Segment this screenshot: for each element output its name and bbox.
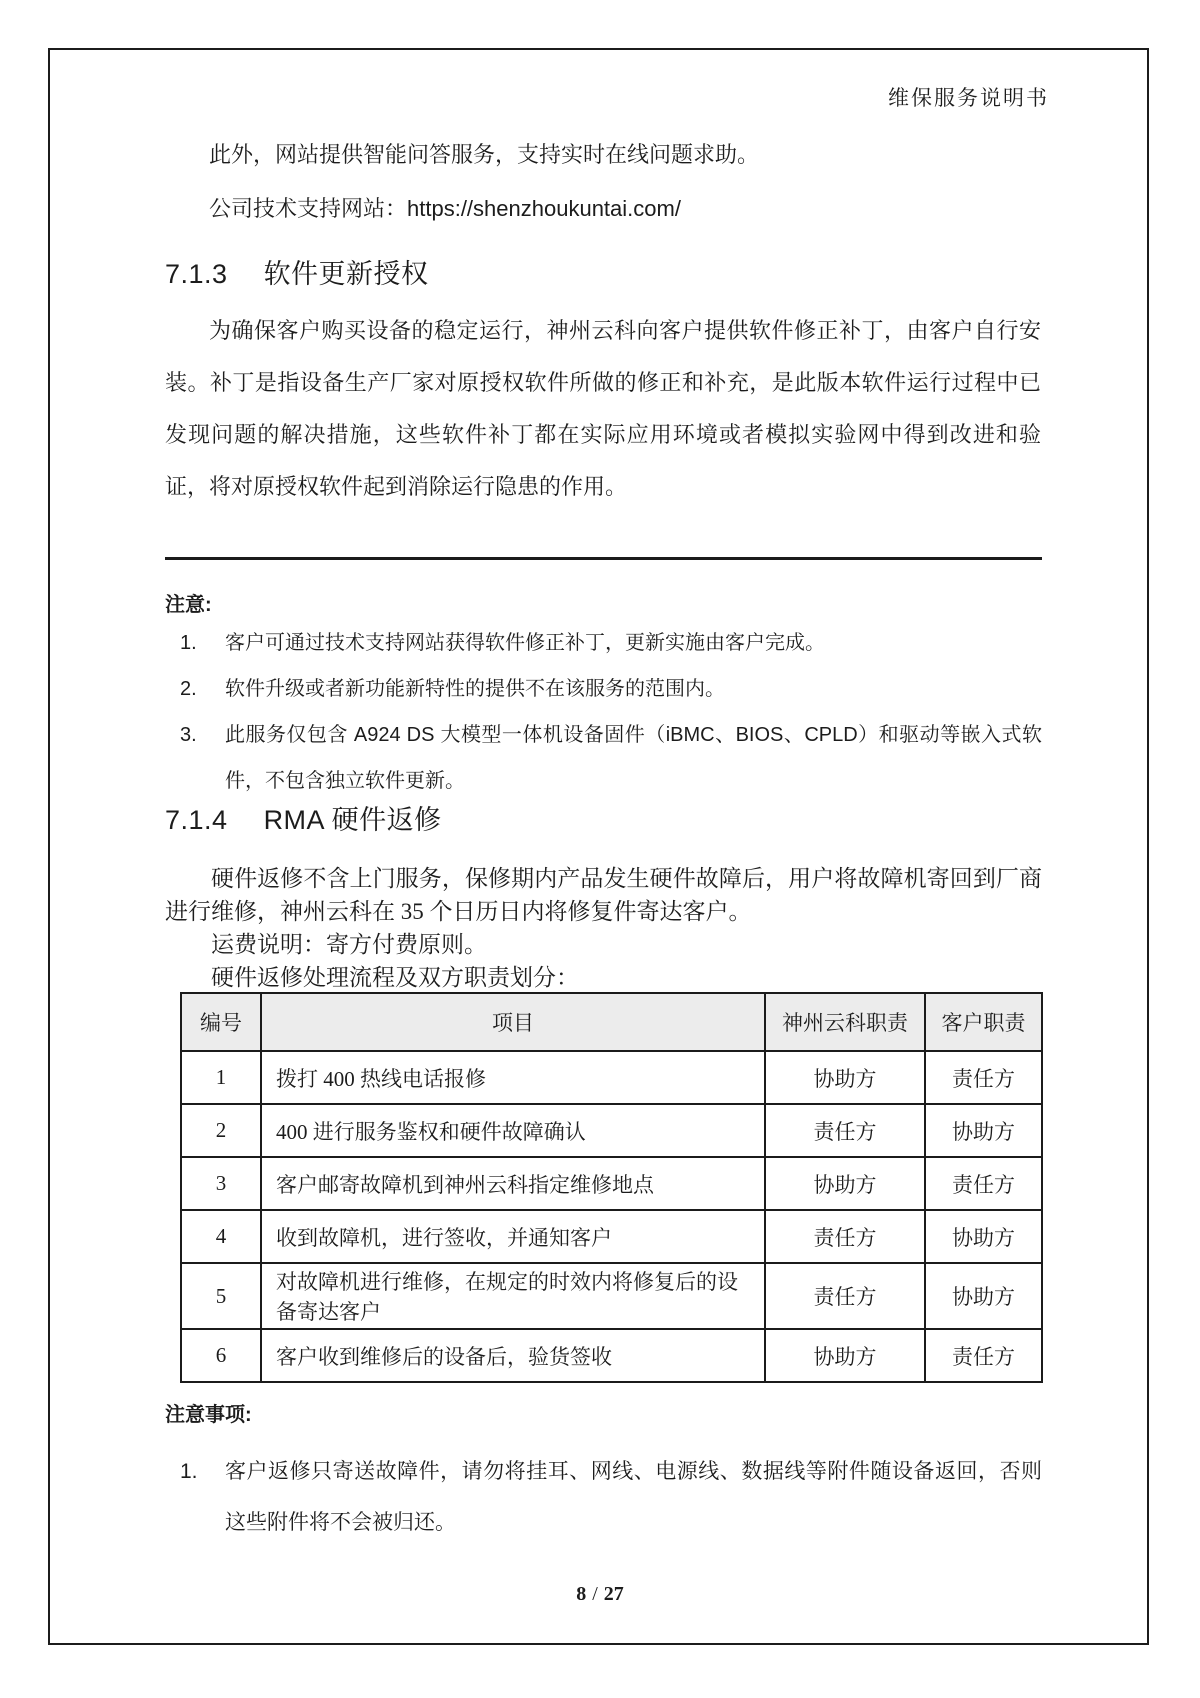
cell-no: 4 [181, 1210, 261, 1263]
notice-divider-rule [165, 557, 1042, 560]
section-title: 软件更新授权 [263, 259, 429, 289]
intro-line-1: 此外，网站提供智能问答服务，支持实时在线问题求助。 [209, 142, 760, 167]
section-heading-7-1-4 [165, 798, 442, 837]
section-7-1-3-body: 为确保客户购买设备的稳定运行，神州云科向客户提供软件修正补丁，由客户自行安装。补丁是指设备生产厂家对原授权软件所做的修正和补充，是此版本软件运行过程中已发现问题的解决措施，这些软件补丁都在实际应用环境或者模拟实验网中得到改进和验证，将对原授权软件起到消除运行隐患的作用。 [165, 318, 1041, 499]
cell-customer: 协助方 [925, 1210, 1042, 1263]
note-item-number: 3. [180, 724, 197, 746]
cell-vendor: 责任方 [765, 1263, 925, 1329]
rma-description-block [165, 862, 1042, 994]
note-label: 注意: [165, 594, 212, 616]
page-number-total: 27 [603, 1583, 624, 1605]
cell-vendor: 责任方 [765, 1210, 925, 1263]
cell-item: 对故障机进行维修，在规定的时效内将修复后的设备寄达客户 [261, 1263, 765, 1329]
page-number [0, 1583, 1200, 1606]
notice-list [180, 1446, 1042, 1548]
table-header-customer: 客户职责 [925, 993, 1042, 1051]
table-row [181, 1210, 1042, 1263]
support-website-link[interactable]: https://shenzhoukuntai.com/ [407, 196, 681, 221]
section-heading-7-1-3 [165, 252, 429, 291]
notice-label: 注意事项: [165, 1404, 252, 1426]
cell-customer: 责任方 [925, 1051, 1042, 1104]
freight-note: 运费说明：寄方付费原则。 [211, 932, 487, 957]
page-number-separator: / [592, 1583, 598, 1605]
note-list [180, 620, 1042, 804]
cell-item: 拨打 400 热线电话报修 [261, 1051, 765, 1104]
cell-customer: 协助方 [925, 1104, 1042, 1157]
section-number: 7.1.4 [165, 805, 228, 835]
section-7-1-4-body: 硬件返修不含上门服务，保修期内产品发生硬件故障后，用户将故障机寄回到厂商进行维修，神州云科在 35 个日历日内将修复件寄达客户。 [165, 866, 1042, 924]
note-item [180, 712, 1042, 804]
cell-item: 客户收到维修后的设备后，验货签收 [261, 1329, 765, 1382]
cell-customer: 责任方 [925, 1157, 1042, 1210]
cell-item: 客户邮寄故障机到神州云科指定维修地点 [261, 1157, 765, 1210]
cell-vendor: 协助方 [765, 1157, 925, 1210]
notice-item-number: 1. [180, 1460, 198, 1483]
note-item-text: 客户可通过技术支持网站获得软件修正补丁，更新实施由客户完成。 [225, 632, 825, 654]
notice-item-text: 客户返修只寄送故障件，请勿将挂耳、网线、电源线、数据线等附件随设备返回，否则这些附件将不会被归还。 [225, 1460, 1042, 1534]
running-header-title: 维保服务说明书 [888, 86, 1049, 110]
table-row [181, 1104, 1042, 1157]
notice-item [180, 1446, 1042, 1548]
note-item [180, 620, 1042, 666]
table-header-item: 项目 [261, 993, 765, 1051]
cell-customer: 责任方 [925, 1329, 1042, 1382]
table-row [181, 1051, 1042, 1104]
table-header-row [181, 993, 1042, 1051]
note-item-number: 2. [180, 678, 197, 700]
note-item [180, 666, 1042, 712]
page-number-current: 8 [576, 1583, 587, 1605]
cell-customer: 协助方 [925, 1263, 1042, 1329]
cell-no: 2 [181, 1104, 261, 1157]
table-header-vendor: 神州云科职责 [765, 993, 925, 1051]
table-row [181, 1157, 1042, 1210]
note-item-number: 1. [180, 632, 197, 654]
cell-no: 5 [181, 1263, 261, 1329]
note-item-text: 此服务仅包含 A924 DS 大模型一体机设备固件（iBMC、BIOS、CPLD）和驱动等嵌入式软件，不包含独立软件更新。 [225, 724, 1042, 792]
cell-vendor: 协助方 [765, 1051, 925, 1104]
table-header-no: 编号 [181, 993, 261, 1051]
cell-vendor: 责任方 [765, 1104, 925, 1157]
section-title: RMA 硬件返修 [263, 805, 442, 835]
table-row [181, 1263, 1042, 1329]
cell-item: 400 进行服务鉴权和硬件故障确认 [261, 1104, 765, 1157]
rma-process-table [180, 992, 1043, 1383]
table-row [181, 1329, 1042, 1382]
cell-no: 3 [181, 1157, 261, 1210]
support-website-label: 公司技术支持网站： [209, 196, 408, 221]
cell-item: 收到故障机，进行签收，并通知客户 [261, 1210, 765, 1263]
intro-line-2 [165, 194, 1041, 224]
note-item-text: 软件升级或者新功能新特性的提供不在该服务的范围内。 [225, 678, 725, 700]
table-intro: 硬件返修处理流程及双方职责划分： [211, 965, 579, 990]
cell-no: 6 [181, 1329, 261, 1382]
cell-no: 1 [181, 1051, 261, 1104]
section-number: 7.1.3 [165, 259, 228, 289]
cell-vendor: 协助方 [765, 1329, 925, 1382]
